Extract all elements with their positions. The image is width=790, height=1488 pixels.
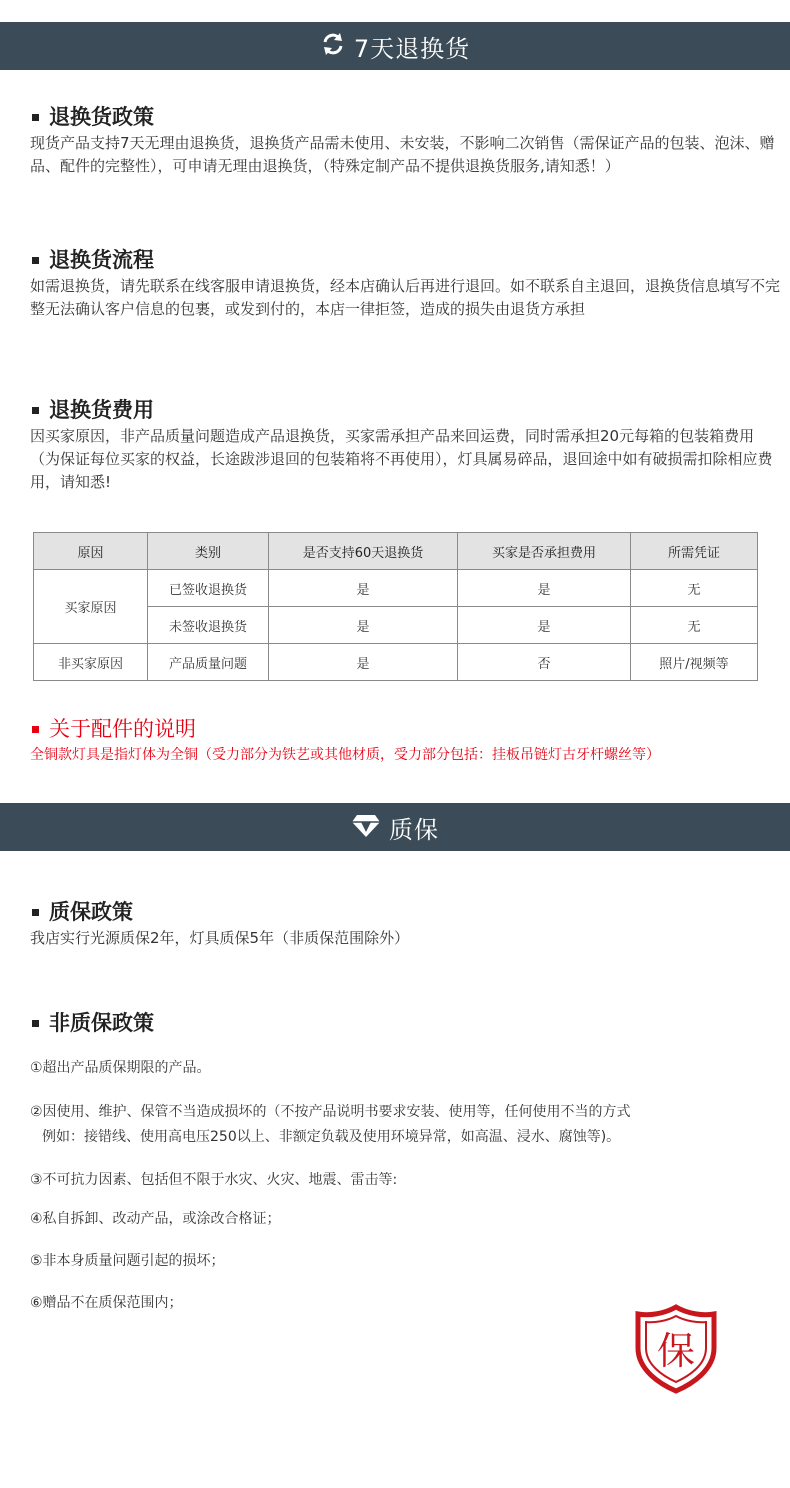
bullet-square — [32, 257, 39, 264]
non-warranty-section — [30, 1010, 780, 1038]
section-title: 质保政策 — [49, 900, 133, 924]
bullet-square — [32, 909, 39, 916]
section-title: 关于配件的说明 — [49, 717, 196, 741]
section-title: 退换货流程 — [49, 248, 154, 272]
table-cell: 是 — [458, 607, 631, 644]
bullet-square — [32, 407, 39, 414]
section-title: 非质保政策 — [49, 1011, 154, 1035]
list-item: ①超出产品质保期限的产品。 — [30, 1060, 211, 1076]
warranty-policy-section — [30, 899, 780, 950]
section-title: 退换货费用 — [49, 398, 154, 422]
table-cell: 是 — [269, 607, 458, 644]
table-cell: 无 — [631, 607, 758, 644]
table-header-cell: 是否支持60天退换货 — [269, 533, 458, 570]
section-body: 现货产品支持7天无理由退换货，退换货产品需未使用、未安装，不影响二次销售（需保证产品的包装、泡沫、赠品、配件的完整性），可申请无理由退换货，（特殊定制产品不提供退换货服务,请知悉！） — [30, 134, 775, 175]
section-body: 如需退换货，请先联系在线客服申请退换货，经本店确认后再进行退回。如不联系自主退回，退换货信息填写不完整无法确认客户信息的包裹，或发到付的，本店一律拒签，造成的损失由退货方承担 — [30, 277, 781, 318]
table-cell: 是 — [458, 570, 631, 607]
section-title: 退换货政策 — [49, 105, 154, 129]
table-cell: 产品质量问题 — [148, 644, 269, 681]
banner-warranty — [0, 803, 790, 851]
list-item: ⑤非本身质量问题引起的损坏； — [30, 1253, 225, 1269]
bullet-square — [32, 726, 39, 733]
list-item: ⑥赠品不在质保范围内； — [30, 1295, 183, 1311]
list-item: ②因使用、维护、保管不当造成损坏的（不按产品说明书要求安装、使用等，任何使用不当的方式 — [30, 1104, 631, 1120]
table-header-row — [34, 533, 758, 570]
banner-returns — [0, 22, 790, 70]
section-body: 全铜款灯具是指灯体为全铜（受力部分为铁艺或其他材质，受力部分包括：挂板吊链灯古牙杆螺丝等） — [30, 747, 660, 763]
list-item: ③不可抗力因素、包括但不限于水灾、火灾、地震、雷击等: — [30, 1172, 398, 1188]
return-policy-section — [30, 104, 780, 178]
return-fees-section — [30, 397, 780, 494]
banner-title: 7天退换货 — [353, 34, 471, 63]
table-cell: 未签收退换货 — [148, 607, 269, 644]
table-cell: 照片/视频等 — [631, 644, 758, 681]
table-group-cell: 非买家原因 — [34, 644, 148, 681]
table-header-cell: 类别 — [148, 533, 269, 570]
refresh-icon — [320, 31, 354, 61]
warranty-shield-icon — [634, 1304, 718, 1398]
return-process-section — [30, 247, 780, 321]
table-group-cell: 买家原因 — [34, 570, 148, 644]
badge-char: 保 — [656, 1329, 696, 1373]
table-cell: 否 — [458, 644, 631, 681]
list-item: ④私自拆卸、改动产品，或涂改合格证； — [30, 1211, 281, 1227]
table-cell: 无 — [631, 570, 758, 607]
table-cell: 是 — [269, 570, 458, 607]
bullet-square — [32, 114, 39, 121]
diamond-icon — [351, 812, 389, 842]
table-header-cell: 买家是否承担费用 — [458, 533, 631, 570]
accessories-section — [30, 716, 780, 767]
table-cell: 已签收退换货 — [148, 570, 269, 607]
banner-title: 质保 — [389, 815, 439, 844]
list-item: 例如：接错线、使用高电压250以上、非额定负载及使用环境异常，如高温、浸水、腐蚀等)。 — [42, 1129, 621, 1145]
bullet-square — [32, 1020, 39, 1027]
return-policy-table — [33, 532, 758, 681]
section-body: 我店实行光源质保2年，灯具质保5年（非质保范围除外） — [30, 929, 410, 947]
table-header-cell: 原因 — [34, 533, 148, 570]
table-row — [34, 570, 758, 607]
table-row — [34, 644, 758, 681]
section-body: 因买家原因，非产品质量问题造成产品退换货，买家需承担产品来回运费，同时需承担20元每箱的包装箱费用（为保证每位买家的权益，长途跋涉退回的包装箱将不再使用），灯具属易碎品，退回途中如有破损需扣除相应费用，请知悉! — [30, 427, 773, 491]
table-cell: 是 — [269, 644, 458, 681]
table-header-cell: 所需凭证 — [631, 533, 758, 570]
